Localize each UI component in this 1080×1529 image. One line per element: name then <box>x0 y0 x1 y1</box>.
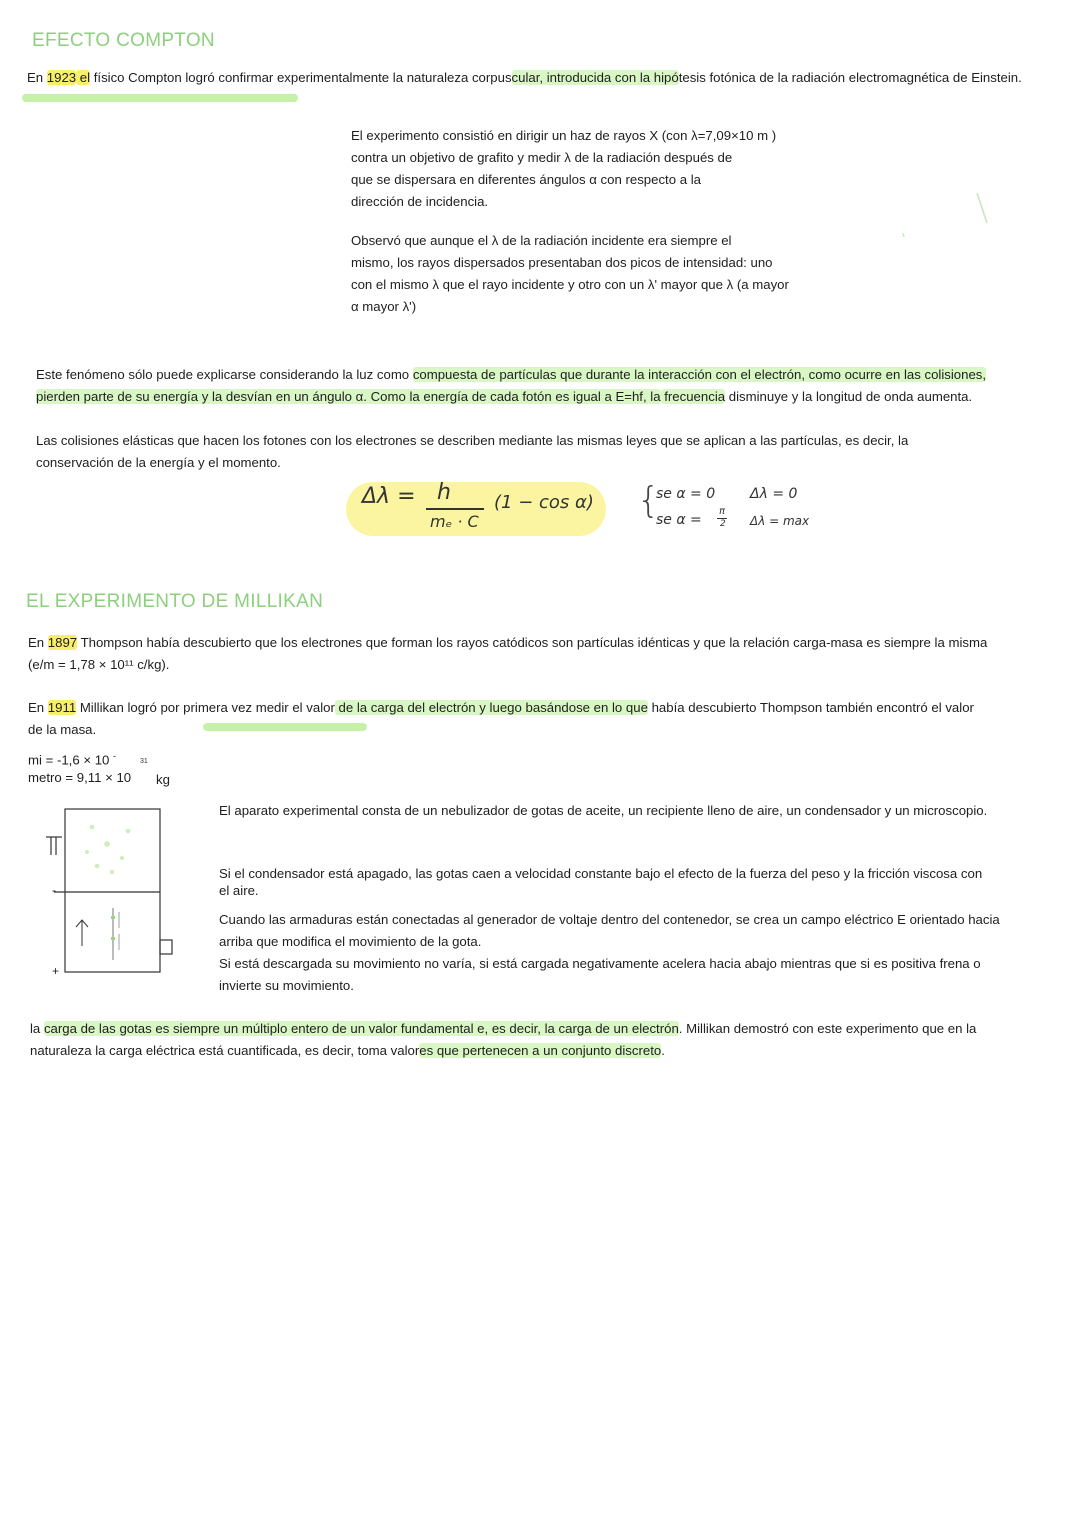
case2-frac-den: 2 <box>720 519 726 529</box>
concl-post: . Millikan demostró con este experimento que en la <box>678 1021 977 1036</box>
plus-plate-label: + <box>52 964 60 978</box>
on-line: Cuando las armaduras están conectadas al generador de voltaje dentro del contenedor, se crea un campo eléctrico E orientado hacia <box>219 912 1000 927</box>
compton-title: EFECTO COMPTON <box>32 30 215 51</box>
formula-denominator: mₑ · C <box>430 512 479 531</box>
compton-observation-paragraph <box>351 230 789 318</box>
obs-line: mismo, los rayos dispersados presentaban dos picos de intensidad: uno <box>351 255 773 270</box>
compton-intro <box>27 67 1022 89</box>
off-line: el aire. <box>219 883 259 898</box>
case1-result: Δλ = 0 <box>750 486 798 502</box>
intro-year: 1923 <box>46 70 77 85</box>
green-underline-stroke <box>22 94 298 102</box>
condenser-off-paragraph <box>219 865 982 899</box>
apparatus-description: El aparato experimental consta de un nebulizador de gotas de aceite, un recipiente lleno de aire, un condensador y un microscopio. <box>219 803 988 818</box>
coll-line: Las colisiones elásticas que hacen los fotones con los electrones se describen mediante las mismas leyes que se aplican a las partículas, es decir, la <box>36 433 909 448</box>
charge-text: mi = -1,6 × 10 <box>28 752 110 768</box>
p2-mid: Millikan logró por primera vez medir el valor <box>76 700 335 715</box>
exp-line: El experimento consistió en dirigir un haz de rayos X (con λ=7,09×10 m ) <box>351 128 777 143</box>
electron-mass <box>28 767 131 789</box>
obs-line: Observó que aunque el λ de la radiación incidente era siempre el <box>351 233 732 248</box>
intro-pre: En <box>27 70 47 85</box>
phen-highlight: pierden parte de su energía y la desvían en un ángulo α. Como la energía de cada fotón es igual a E=hf, la <box>36 389 661 404</box>
condenser-on-paragraph <box>219 909 1000 997</box>
curly-brace: { <box>637 480 660 521</box>
phen-pre: Este fenómeno sólo puede explicarse considerando la luz como <box>36 367 413 382</box>
case1-condition: se α = 0 <box>656 486 716 502</box>
intro-mid: físico Compton logró confirmar experimentalmente la naturaleza corpus <box>90 70 512 85</box>
compton-collision-paragraph <box>36 430 908 474</box>
charge-exponent: - <box>113 751 117 761</box>
on-line: arriba que modifica el movimiento de la gota. <box>219 934 482 949</box>
formula-numerator: h <box>437 480 451 505</box>
phen-highlight: frecuencia <box>660 389 726 404</box>
case2-condition: se α = <box>656 512 702 528</box>
p2-year: 1911 <box>47 700 77 715</box>
concl-highlight: es que pertenecen a un conjunto discreto <box>419 1043 662 1058</box>
exp-line: contra un objetivo de grafito y medir λ de la radiación después de <box>351 150 733 165</box>
p2-pre: En <box>28 700 48 715</box>
obs-line: α mayor λ') <box>351 299 417 314</box>
concl-post: . <box>661 1043 665 1058</box>
p1-year: 1897 <box>47 635 78 650</box>
mass-exponent: 31 <box>140 758 148 765</box>
intro-post: tesis fotónica de la radiación electromagnética de Einstein. <box>678 70 1022 85</box>
intro-highlight: cular, introducida con la hipó <box>511 70 679 85</box>
millikan-apparatus-diagram <box>40 800 180 985</box>
p2-highlight: de la carga del electrón y luego basándose en lo que <box>334 700 648 715</box>
concl-highlight: carga de las gotas es siempre un múltiplo entero de un valor fundamental e, es decir, la carga de un electrón <box>43 1021 679 1036</box>
fraction-bar <box>426 508 484 510</box>
mass-unit: kg <box>156 772 170 787</box>
millikan-conclusion-paragraph <box>30 1018 976 1062</box>
p1-text: Thompson había descubierto que los electrones que forman los rayos catódicos son partículas idénticas y que la relación carga-masa es siempre la misma <box>77 635 988 650</box>
exp-line: que se dispersara en diferentes ángulos α con respecto a la <box>351 172 701 187</box>
pen-marks-decoration <box>895 185 1005 255</box>
case2-frac-num: π <box>719 506 726 517</box>
on-line: Si está descargada su movimiento no varía, si está cargada negativamente acelera hacia abajo mientras que si es positiva frena o <box>219 956 981 971</box>
p1-pre: En <box>28 635 48 650</box>
case2-result: Δλ = max <box>750 514 810 528</box>
intro-el: el <box>76 70 91 85</box>
formula-factor: (1 − cos α) <box>494 492 594 513</box>
p2-post: había descubierto Thompson también encontró el valor <box>647 700 974 715</box>
compton-phenomenon-paragraph <box>36 364 986 408</box>
millikan-thompson-paragraph <box>28 632 987 676</box>
green-underline-stroke <box>203 723 367 731</box>
on-line: invierte su movimiento. <box>219 978 354 993</box>
exp-line: dirección de incidencia. <box>351 194 489 209</box>
phen-highlight: compuesta de partículas que durante la interacción con el electrón, como ocurre en las colisiones, <box>412 367 987 382</box>
p2-line2: de la masa. <box>28 722 97 737</box>
off-line: Si el condensador está apagado, las gotas caen a velocidad constante bajo el efecto de la fuerza del peso y la fricción viscosa con <box>219 866 983 881</box>
concl-pre: naturaleza la carga eléctrica está cuantificada, es decir, toma valor <box>30 1043 420 1058</box>
millikan-measure-paragraph <box>28 697 974 741</box>
concl-pre: la <box>30 1021 44 1036</box>
obs-line: con el mismo λ que el rayo incidente y otro con un λ' mayor que λ (a mayor <box>351 277 789 292</box>
coll-line: conservación de la energía y el momento. <box>36 455 281 470</box>
phen-post: disminuye y la longitud de onda aumenta. <box>725 389 973 404</box>
formula-lhs: Δλ = <box>362 484 416 509</box>
mass-text: metro = 9,11 × 10 <box>28 770 132 785</box>
compton-experiment-paragraph <box>351 125 776 213</box>
millikan-title: EL EXPERIMENTO DE MILLIKAN <box>26 591 324 612</box>
minus-plate-label: - <box>52 883 56 897</box>
p1-line2: (e/m = 1,78 × 10¹¹ c/kg). <box>28 657 170 672</box>
